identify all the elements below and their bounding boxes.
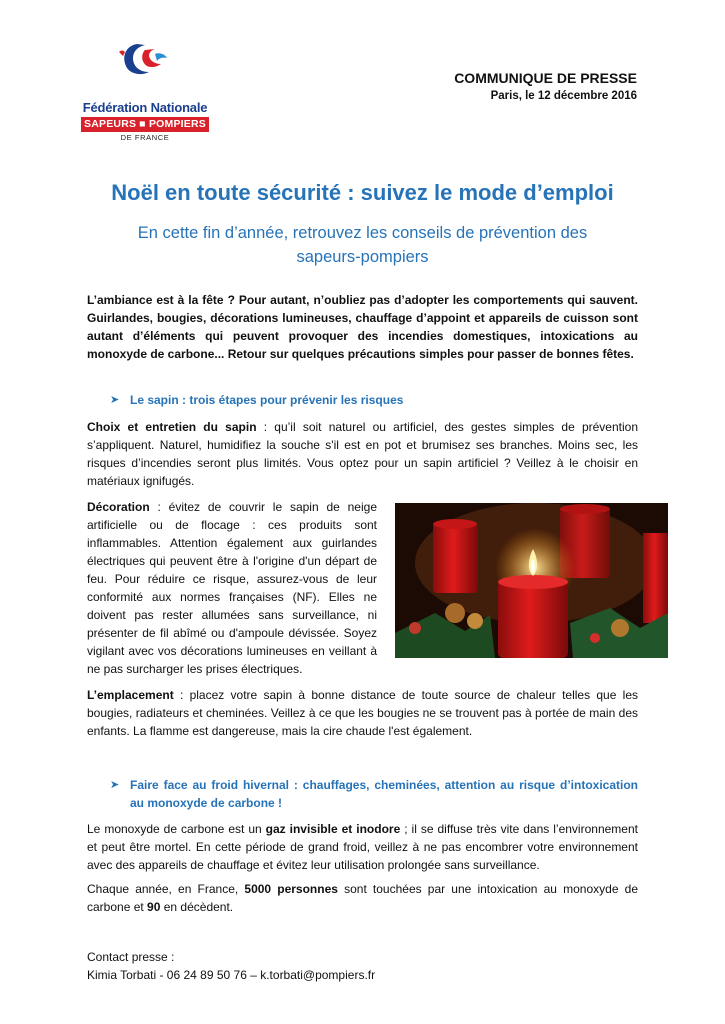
label-emplacement: L’emplacement <box>87 688 174 702</box>
logo-subtitle: DE FRANCE <box>120 133 170 142</box>
contact-block <box>87 948 375 984</box>
section-heading-text: Le sapin : trois étapes pour prévenir les risques <box>130 393 404 407</box>
logo-band: SAPEURS ■ POMPIERS <box>81 117 209 132</box>
contact-line: Kimia Torbati - 06 24 89 50 76 – k.torbati@pompiers.fr <box>87 968 376 982</box>
label-choix-sapin: Choix et entretien du sapin <box>87 420 257 434</box>
arrow-bullet-icon: ➤ <box>110 394 120 406</box>
text-decoration: : évitez de couvrir le sapin de neige artificielle ou de flocage : ces produits sont inflammables. Attention également aux guirlandes électriques qui peuvent être à l'origine d'un départ de feu. Pour réduire ce risque, assurez-vous de leur conformité aux normes françaises (NF). Elles ne doivent pas rester allumées sans surveillance, ni présenter de fil abîmé ou d'ampoule dévissée. Soyez vigilant avec vos décorations lumineuses en veillant à ne pas surcharger les prises électriques. <box>87 500 377 676</box>
text-stat-post: en décèdent. <box>160 900 234 914</box>
paragraph-emplacement <box>87 686 638 740</box>
federation-logo-icon <box>115 40 175 80</box>
paragraph-decoration <box>87 498 377 678</box>
paragraph-monoxyde <box>87 820 638 874</box>
christmas-candles-photo <box>395 503 668 658</box>
arrow-bullet-icon: ➤ <box>110 779 120 791</box>
candles-illustration <box>395 503 668 658</box>
section-heading-froid <box>110 776 638 812</box>
text-co-bold: gaz invisible et inodore <box>265 822 401 836</box>
text-choix-sapin: : qu’il soit naturel ou artificiel, des gestes simples de prévention s’appliquent. Naturel, humidifiez la souche s'il est en pot et brumisez ses branches. Moins sec, les risques d’incendies seront plus limités. Vous optez pour un sapin artificiel ? Veillez à le choisir en matériaux ignifugés. <box>87 420 638 488</box>
text-stat-deaths: 90 <box>147 900 161 914</box>
text-stat-mid: sont touchées par une intoxication au monoxyde de carbone et <box>87 882 639 914</box>
text-stat-people: 5000 personnes <box>244 882 338 896</box>
paragraph-choix-sapin <box>87 418 638 490</box>
page-title: Noël en toute sécurité : suivez le mode d’emploi <box>111 180 614 205</box>
text-emplacement: : placez votre sapin à bonne distance de toute source de chaleur telles que les bougies, radiateurs et cheminées. Veillez à ce que les bougies ne se trouvent pas à portée de main des enfants. La flamme est dangereuse, mais la cire chaude l'est également. <box>87 688 638 738</box>
text-co-post: ; il se diffuse très vite dans l’environnement et peut être mortel. En cette période de grand froid, veillez à ne pas encombrer votre environnement avec des appareils de chauffage et évitez leur utilisation prolongée sans surveillance. <box>87 822 638 872</box>
paragraph-statistiques <box>87 880 638 916</box>
press-header <box>454 70 637 102</box>
section-heading-sapin <box>110 391 403 409</box>
press-title: COMMUNIQUE DE PRESSE <box>454 70 637 86</box>
logo-name: Fédération Nationale <box>82 100 208 115</box>
contact-label: Contact presse : <box>87 950 175 964</box>
text-stat-pre: Chaque année, en France, <box>87 882 245 896</box>
label-decoration: Décoration <box>87 500 150 514</box>
federation-logo <box>75 40 215 145</box>
press-date: Paris, le 12 décembre 2016 <box>490 90 637 102</box>
text-co-pre: Le monoxyde de carbone est un <box>87 822 266 836</box>
section-heading-text: Faire face au froid hivernal : chauffages, cheminées, attention au risque d’intoxication au monoxyde de carbone ! <box>130 778 638 810</box>
page-subtitle: En cette fin d’année, retrouvez les conseils de prévention des sapeurs-pompiers <box>137 224 588 266</box>
intro-paragraph: L’ambiance est à la fête ? Pour autant, n’oubliez pas d’adopter les comportements qui sauvent. Guirlandes, bougies, décorations lumineuses, chauffage d’appoint et appareils de cuisson sont autant d’éléments qui peuvent provoquer des incendies domestiques, intoxications au monoxyde de carbone... Retour sur quelques précautions simples pour passer de bonnes fêtes. <box>87 293 638 361</box>
